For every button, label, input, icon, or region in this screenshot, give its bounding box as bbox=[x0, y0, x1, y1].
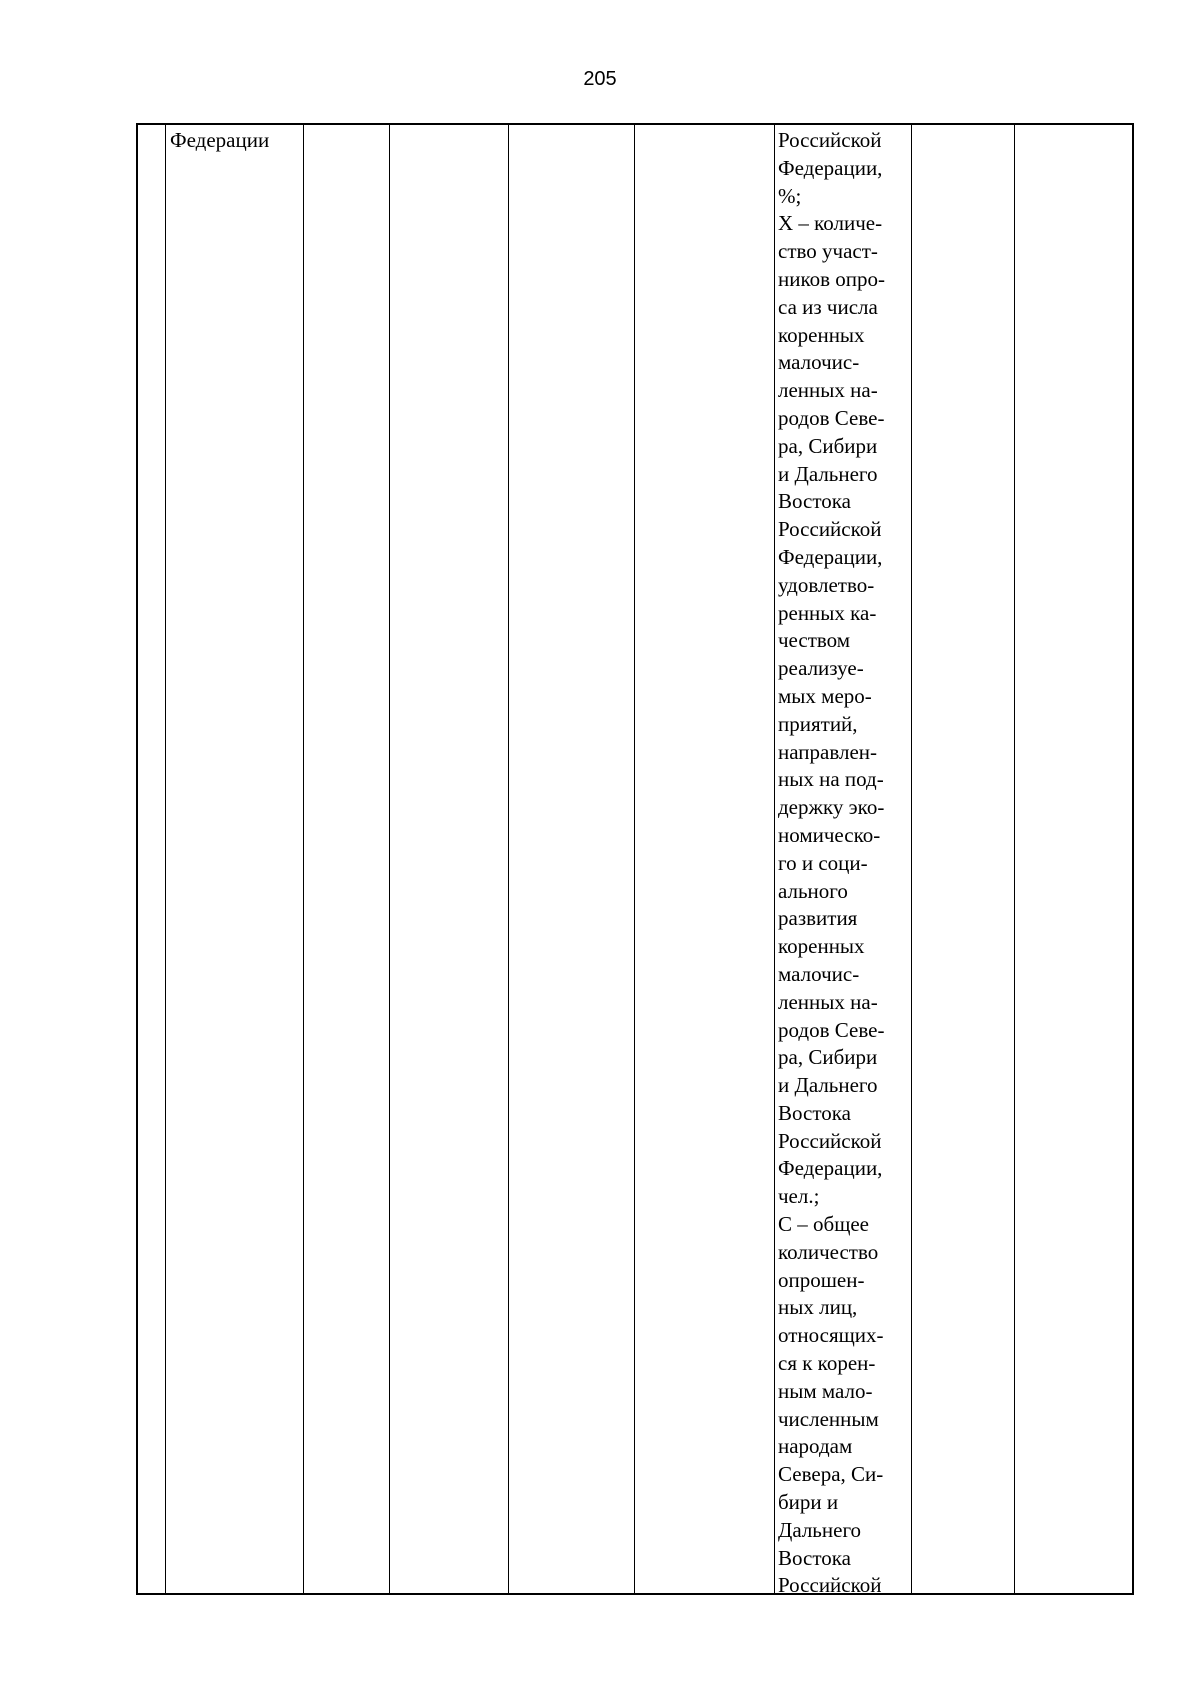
formula-line: бири и bbox=[778, 1490, 839, 1515]
formula-line: Российской bbox=[778, 1573, 882, 1598]
formula-line: Федерации, bbox=[778, 544, 883, 569]
formula-line: Севера, Си- bbox=[778, 1462, 884, 1487]
column-divider bbox=[508, 125, 509, 1593]
formula-line: го и соци- bbox=[778, 850, 868, 875]
formula-line: численным bbox=[778, 1406, 879, 1431]
formula-line: Федерации, bbox=[778, 1156, 883, 1181]
formula-line: количество bbox=[778, 1239, 879, 1264]
formula-line: ренных ка- bbox=[778, 600, 877, 625]
formula-line: реализуе- bbox=[778, 656, 864, 681]
formula-line: и Дальнего bbox=[778, 461, 878, 486]
formula-line: номическо- bbox=[778, 822, 881, 847]
formula-line: малочис- bbox=[778, 350, 860, 375]
column-divider bbox=[634, 125, 635, 1593]
formula-line: Востока bbox=[778, 1545, 851, 1570]
formula-line: ство участ- bbox=[778, 239, 878, 264]
formula-line: удовлетво- bbox=[778, 572, 875, 597]
formula-line: Востока bbox=[778, 489, 851, 514]
formula-line: ников опро- bbox=[778, 266, 886, 291]
column-divider bbox=[911, 125, 912, 1593]
formula-line: Востока bbox=[778, 1100, 851, 1125]
formula-line: направлен- bbox=[778, 739, 878, 764]
formula-line: родов Севе- bbox=[778, 405, 885, 430]
data-table bbox=[136, 123, 1134, 1598]
page-number: 205 bbox=[583, 68, 617, 90]
formula-line: коренных bbox=[778, 934, 865, 959]
column-divider bbox=[303, 125, 304, 1593]
formula-line: С – общее bbox=[778, 1212, 870, 1237]
formula-line: Дальнего bbox=[778, 1517, 862, 1542]
formula-line: коренных bbox=[778, 322, 865, 347]
formula-line: ных на под- bbox=[778, 767, 884, 792]
formula-line: и Дальнего bbox=[778, 1073, 878, 1098]
formula-description-cell bbox=[778, 127, 910, 1600]
formula-line: Российской bbox=[778, 1128, 882, 1153]
formula-line: ленных на- bbox=[778, 378, 878, 403]
formula-line: мых меро- bbox=[778, 683, 872, 708]
formula-line: %; bbox=[778, 183, 802, 208]
formula-line: Российской bbox=[778, 128, 882, 152]
column-divider bbox=[389, 125, 390, 1593]
formula-line: ального bbox=[778, 878, 848, 903]
formula-line: са из числа bbox=[778, 294, 878, 319]
formula-line: ленных на- bbox=[778, 989, 878, 1014]
formula-line: чел.; bbox=[778, 1184, 820, 1209]
column-divider bbox=[165, 125, 166, 1593]
formula-line: Российской bbox=[778, 517, 882, 542]
formula-line: ных лиц, bbox=[778, 1295, 858, 1320]
formula-line: X – количе- bbox=[778, 211, 883, 236]
formula-line: опрошен- bbox=[778, 1267, 865, 1292]
formula-line: держку эко- bbox=[778, 795, 885, 820]
formula-line: малочис- bbox=[778, 961, 860, 986]
column-divider bbox=[774, 125, 775, 1593]
formula-line: Федерации, bbox=[778, 155, 883, 180]
formula-line: ся к корен- bbox=[778, 1351, 876, 1376]
formula-line: развития bbox=[778, 906, 858, 931]
formula-line: народам bbox=[778, 1434, 853, 1459]
indicator-name-cell: Федерации bbox=[170, 128, 270, 152]
formula-line: ра, Сибири bbox=[778, 433, 878, 458]
column-divider bbox=[1014, 125, 1015, 1593]
formula-line: приятий, bbox=[778, 711, 858, 736]
formula-line: родов Севе- bbox=[778, 1017, 885, 1042]
formula-line: относящих- bbox=[778, 1323, 884, 1348]
formula-line: чеством bbox=[778, 628, 851, 653]
formula-line: ра, Сибири bbox=[778, 1045, 878, 1070]
formula-line: ным мало- bbox=[778, 1378, 873, 1403]
